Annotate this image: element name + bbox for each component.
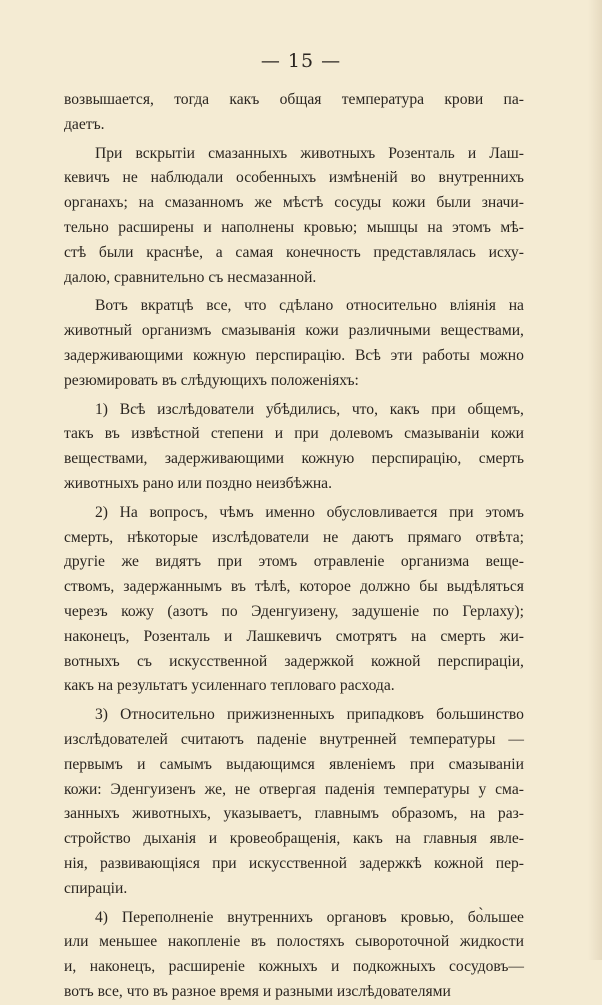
text-line: стройство дыханія и кровеобращенія, какъ на главныя явле- xyxy=(64,830,524,848)
text-line: кожи: Эденгуизенъ же, не отвергая паденія температуры у сма- xyxy=(64,780,524,798)
text-line: возвышается, тогда какъ общая температура крови па- xyxy=(64,91,524,108)
text-line: наконецъ, Розенталь и Лашкевичъ смотрятъ на смерть жи- xyxy=(64,627,524,645)
text-line: Вотъ вкратцѣ все, что сдѣлано относительно вліянія на xyxy=(95,297,524,315)
text-line: спираціи. xyxy=(64,879,128,897)
text-line: далою, сравнительно съ несмазанной. xyxy=(64,268,317,286)
text-line: такъ въ извѣстной степени и при долевомъ смазываніи кожи xyxy=(64,425,524,443)
text-line: животныхъ рано или поздно неизбѣжна. xyxy=(64,474,333,492)
page-number: — 15 — xyxy=(260,50,342,72)
page-edge-shadow xyxy=(588,0,602,960)
text-line: ствомъ, задержаннымъ въ тѣлѣ, которое должно бы выдѣляться xyxy=(64,578,524,596)
text-line: какъ на результатъ усиленнаго тепловаго расхода. xyxy=(64,677,395,695)
text-line: 2) На вопросъ, чѣмъ именно обусловливается при этомъ xyxy=(95,503,524,521)
text-line: При вскрытіи смазанныхъ животныхъ Розенталь и Лаш- xyxy=(95,144,524,162)
text-line: органахъ; на смазанномъ же мѣстѣ сосуды кожи были значи- xyxy=(64,194,524,212)
text-line: веществами, задерживающими кожную перспирацію, смерть xyxy=(64,450,524,468)
text-line: животный организмъ смазыванія кожи различными веществами, xyxy=(64,322,524,340)
text-line: нія, развивающіяся при искусственной задержкѣ кожной пер- xyxy=(64,854,524,872)
text-line: черезъ кожу (азотъ по Эденгуизену, задушеніе по Герлаху); xyxy=(64,602,524,620)
text-line: изслѣдователей считаютъ паденіе внутренней температуры — xyxy=(64,730,524,748)
text-line: тельно расширены и наполнены кровью; мышцы на этомъ мѣ- xyxy=(64,218,524,236)
text-line: вотныхъ съ искусственной задержкой кожной перспираціи, xyxy=(64,652,524,670)
text-line: 3) Относительно прижизненныхъ припадковъ большинство xyxy=(95,706,524,724)
text-line: другіе же видятъ при этомъ отравленіе организма веще- xyxy=(64,553,524,571)
text-line: кевичъ не наблюдали особенныхъ измѣненій во внутреннихъ xyxy=(64,169,524,187)
text-line: резюмировать въ слѣдующихъ положеніяхъ: xyxy=(64,371,359,389)
text-line: или меньшее накопленіе въ полостяхъ сывороточной жидкости xyxy=(64,933,524,951)
body-text xyxy=(64,88,524,1005)
text-line: задерживающими кожную перспирацію. Всѣ эти работы можно xyxy=(64,346,524,364)
text-line: первымъ и самымъ выдающимся явленіемъ при смазываніи xyxy=(64,755,524,773)
text-line: занныхъ животныхъ, указываетъ, главнымъ образомъ, на раз- xyxy=(64,805,524,823)
text-line: вотъ все, что въ разное время и разными изслѣдователями xyxy=(64,982,451,1000)
text-line: даетъ. xyxy=(64,115,105,133)
text-line: и, наконецъ, расширеніе кожныхъ и подкожныхъ сосудовъ— xyxy=(64,958,524,976)
text-line: смерть, нѣкоторые изслѣдователи не даютъ прямаго отвѣта; xyxy=(64,528,524,546)
text-line: 1) Всѣ изслѣдователи убѣдились, что, какъ при общемъ, xyxy=(95,400,524,418)
text-line: стѣ были краснѣе, а самая конечность представлялась исху- xyxy=(64,243,524,261)
text-line: 4) Переполненіе внутреннихъ органовъ кровью, бо̀льшее xyxy=(95,908,524,926)
